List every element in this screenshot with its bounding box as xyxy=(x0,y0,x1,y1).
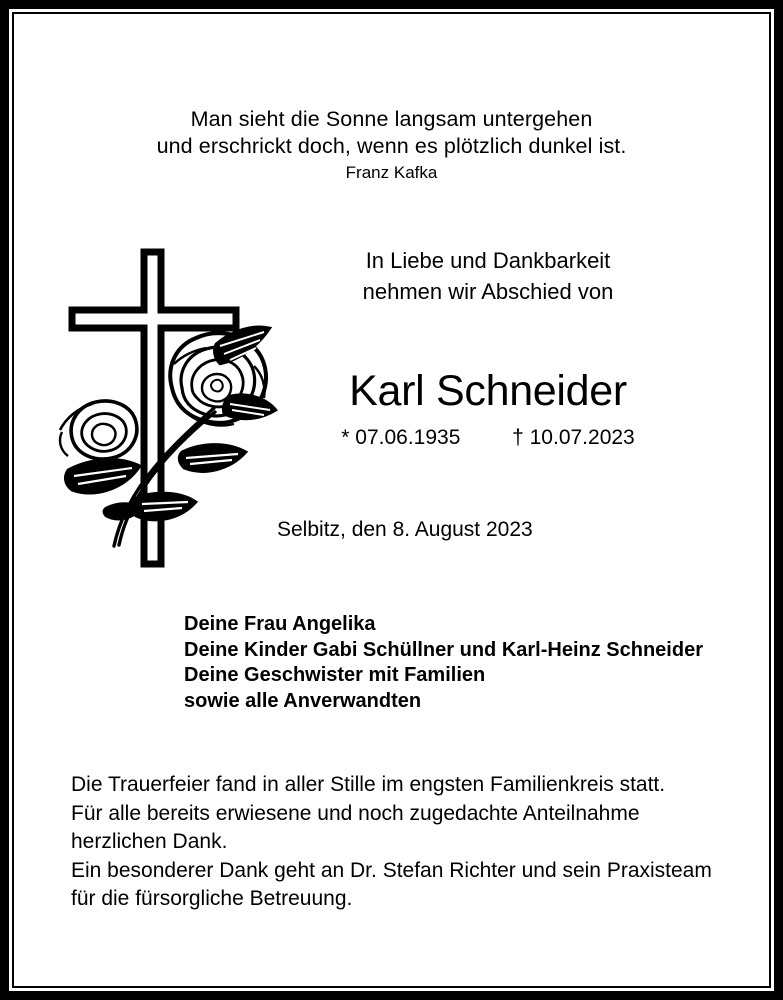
intro-text xyxy=(262,245,714,307)
place-and-date: Selbitz, den 8. August 2023 xyxy=(277,518,533,541)
closing-line-5: für die fürsorgliche Betreuung. xyxy=(71,887,353,910)
quote-line-2: und erschrickt doch, wenn es plötzlich dunkel ist. xyxy=(156,134,627,158)
family-line-4: sowie alle Anverwandten xyxy=(184,689,422,712)
birth-date: 07.06.1935 xyxy=(355,426,461,449)
memorial-quote xyxy=(14,106,769,160)
notice-canvas xyxy=(14,14,769,986)
birth-symbol: * xyxy=(341,426,350,449)
rose-bloom-secondary xyxy=(60,401,137,459)
closing-line-2: Für alle bereits erwiesene und noch zugedachte Anteilnahme xyxy=(71,801,640,825)
closing-line-3: herzlichen Dank. xyxy=(71,830,228,853)
closing-line-4: Ein besonderer Dank geht an Dr. Stefan Richter und sein Praxisteam xyxy=(71,858,712,882)
closing-line-1: Die Trauerfeier fand in aller Stille im engsten Familienkreis statt. xyxy=(71,773,666,796)
death-date: 10.07.2023 xyxy=(529,426,635,449)
cross-with-roses-illustration xyxy=(54,246,284,586)
life-dates xyxy=(262,424,714,452)
deceased-name: Karl Schneider xyxy=(349,367,627,415)
quote-line-1: Man sieht die Sonne langsam untergehen xyxy=(190,107,593,131)
family-line-2: Deine Kinder Gabi Schüllner und Karl-Heinz Schneider xyxy=(184,638,703,661)
family-signatories xyxy=(184,612,703,714)
family-line-3: Deine Geschwister mit Familien xyxy=(184,664,486,686)
intro-line-2: nehmen wir Abschied von xyxy=(362,279,614,304)
intro-line-1: In Liebe und Dankbarkeit xyxy=(365,248,611,273)
notice-border-gap xyxy=(9,9,774,991)
quote-author: Franz Kafka xyxy=(345,163,438,182)
notice-inner-rule xyxy=(12,12,771,988)
closing-text xyxy=(71,771,712,914)
family-line-1: Deine Frau Angelika xyxy=(184,613,376,635)
death-symbol: † xyxy=(512,426,524,449)
